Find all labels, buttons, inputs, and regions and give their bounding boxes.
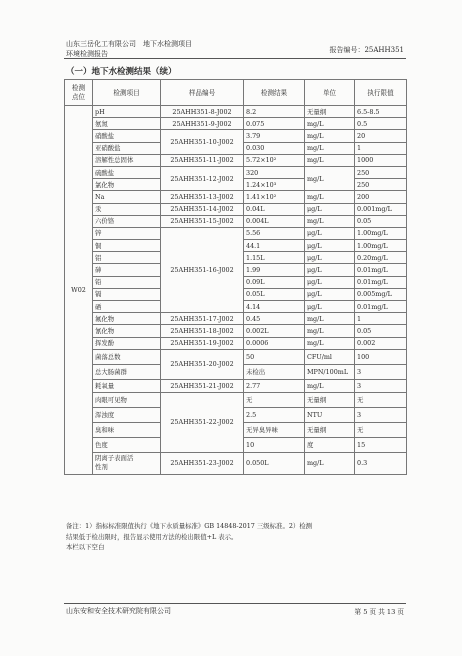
result-cell: 0.05L (244, 288, 305, 300)
sample-cell: 25AHH351-17-J002 (161, 313, 244, 325)
sample-cell: 25AHH351-22-J002 (161, 392, 244, 452)
sample-cell: 25AHH351-11-J002 (161, 154, 244, 166)
item-cell: 耗氧量 (93, 379, 161, 392)
limit-cell: 0.3 (355, 452, 407, 474)
limit-cell: 0.05 (355, 325, 407, 337)
item-cell: 总大肠菌群 (93, 364, 161, 379)
table-row (65, 392, 407, 407)
result-cell: 0.075 (244, 118, 305, 130)
result-cell: 44.1 (244, 240, 305, 252)
limit-cell: 250 (355, 179, 407, 191)
item-cell: 肉眼可见物 (93, 392, 161, 407)
result-cell: 3.79 (244, 130, 305, 142)
limit-cell: 0.5 (355, 118, 407, 130)
item-cell: 阴离子表面活 性剂 (93, 452, 161, 474)
limit-cell: 6.5-8.5 (355, 106, 407, 118)
item-cell: 浑浊度 (93, 407, 161, 422)
remark-line-2: 结果低于检出限时，报告显示使用方法的检出限值+L 表示。 (66, 532, 238, 541)
sample-cell: 25AHH351-14-J002 (161, 203, 244, 215)
unit-cell: mg/L (305, 313, 355, 325)
item-cell: 镉 (93, 288, 161, 300)
sample-cell: 25AHH351-8-J002 (161, 106, 244, 118)
unit-cell: MPN/100mL (305, 364, 355, 379)
table-row (65, 154, 407, 166)
item-cell: 铜 (93, 240, 161, 252)
result-cell: 无 (244, 392, 305, 407)
result-cell: 0.45 (244, 313, 305, 325)
result-cell: 50 (244, 349, 305, 364)
result-cell: 0.050L (244, 452, 305, 474)
remarks (66, 521, 406, 553)
unit-cell: mg/L (305, 337, 355, 349)
table-row (65, 452, 407, 474)
header-report-type: 环境检测报告 (66, 50, 108, 58)
result-cell: 4.14 (244, 301, 305, 313)
item-cell: 六价铬 (93, 215, 161, 227)
item-cell: 臭和味 (93, 422, 161, 437)
table-row (65, 203, 407, 215)
unit-cell: mg/L (305, 154, 355, 166)
item-cell: Na (93, 191, 161, 203)
item-cell: 氟化物 (93, 313, 161, 325)
sample-cell: 25AHH351-23-J002 (161, 452, 244, 474)
item-cell: 汞 (93, 203, 161, 215)
table-header-row (65, 80, 407, 106)
unit-cell: μg/L (305, 203, 355, 215)
limit-cell: 1 (355, 313, 407, 325)
table-row (65, 215, 407, 227)
unit-cell: mg/L (305, 325, 355, 337)
sample-cell: 25AHH351-9-J002 (161, 118, 244, 130)
limit-cell: 0.002 (355, 337, 407, 349)
table-row (65, 118, 407, 130)
limit-cell: 0.01mg/L (355, 276, 407, 288)
header-sample: 样品编号 (161, 80, 244, 106)
table-row (65, 349, 407, 364)
item-cell: 硫酸盐 (93, 166, 161, 178)
limit-cell: 15 (355, 437, 407, 452)
report-number: 报告编号：25AHH351 (329, 46, 404, 54)
page-number: 第 5 页 共 13 页 (354, 608, 404, 616)
sample-cell: 25AHH351-21-J002 (161, 379, 244, 392)
sample-cell: 25AHH351-19-J002 (161, 337, 244, 349)
item-cell: 挥发酚 (93, 337, 161, 349)
unit-cell: μg/L (305, 301, 355, 313)
item-cell: pH (93, 106, 161, 118)
table-row (65, 191, 407, 203)
item-cell: 氯化物 (93, 179, 161, 191)
table-row (65, 106, 407, 118)
item-cell: 菌落总数 (93, 349, 161, 364)
result-cell: 无异臭异味 (244, 422, 305, 437)
unit-cell: μg/L (305, 264, 355, 276)
header-project-title: 山东三岳化工有限公司 地下水检测项目 (66, 40, 192, 48)
result-cell: 0.002L (244, 325, 305, 337)
remark-line-3: 本栏以下空白 (66, 543, 105, 551)
result-cell: 0.030 (244, 142, 305, 154)
site-cell: W02 (65, 106, 93, 475)
limit-cell: 250 (355, 166, 407, 178)
sample-cell: 25AHH351-10-J002 (161, 130, 244, 154)
limit-cell: 3 (355, 379, 407, 392)
unit-cell: mg/L (305, 215, 355, 227)
limit-cell: 0.01mg/L (355, 301, 407, 313)
section-title: （一）地下水检测结果（续） (66, 67, 177, 77)
header-limit: 执行限值 (355, 80, 407, 106)
limit-cell: 无 (355, 392, 407, 407)
unit-cell: 无量纲 (305, 392, 355, 407)
item-cell: 硝酸盐 (93, 130, 161, 142)
unit-cell: μg/L (305, 288, 355, 300)
result-cell: 0.004L (244, 215, 305, 227)
sample-cell: 25AHH351-16-J002 (161, 227, 244, 312)
unit-cell: mg/L (305, 118, 355, 130)
item-cell: 铅 (93, 276, 161, 288)
unit-cell: CFU/ml (305, 349, 355, 364)
limit-cell: 1.00mg/L (355, 240, 407, 252)
header-item: 检测项目 (93, 80, 161, 106)
result-cell: 320 (244, 166, 305, 178)
limit-cell: 1000 (355, 154, 407, 166)
groundwater-results-table (64, 79, 407, 475)
sample-cell: 25AHH351-12-J002 (161, 166, 244, 190)
unit-cell: 度 (305, 437, 355, 452)
limit-cell: 1 (355, 142, 407, 154)
limit-cell: 0.005mg/L (355, 288, 407, 300)
item-cell: 锌 (93, 227, 161, 239)
unit-cell: NTU (305, 407, 355, 422)
unit-cell: μg/L (305, 252, 355, 264)
unit-cell: μg/L (305, 227, 355, 239)
limit-cell: 0.20mg/L (355, 252, 407, 264)
table-row (65, 325, 407, 337)
table-row (65, 130, 407, 142)
sample-cell: 25AHH351-13-J002 (161, 191, 244, 203)
unit-cell: μg/L (305, 240, 355, 252)
limit-cell: 0.001mg/L (355, 203, 407, 215)
unit-cell: mg/L (305, 379, 355, 392)
item-cell: 色度 (93, 437, 161, 452)
result-cell: 0.04L (244, 203, 305, 215)
header-site: 检测 点位 (65, 80, 93, 106)
item-cell: 亚硝酸盐 (93, 142, 161, 154)
sample-cell: 25AHH351-15-J002 (161, 215, 244, 227)
result-cell: 8.2 (244, 106, 305, 118)
sample-cell: 25AHH351-20-J002 (161, 349, 244, 379)
sample-cell: 25AHH351-18-J002 (161, 325, 244, 337)
unit-cell: mg/L (305, 452, 355, 474)
result-cell: 0.09L (244, 276, 305, 288)
report-header (66, 39, 192, 59)
unit-cell: 无量纲 (305, 106, 355, 118)
result-cell: 5.72×10² (244, 154, 305, 166)
limit-cell: 1.00mg/L (355, 227, 407, 239)
limit-cell: 100 (355, 349, 407, 364)
result-cell: 未检出 (244, 364, 305, 379)
table-row (65, 337, 407, 349)
table-row (65, 379, 407, 392)
result-cell: 10 (244, 437, 305, 452)
unit-cell: mg/L (305, 166, 355, 190)
footer-company: 山东安和安全技术研究院有限公司 (66, 607, 171, 615)
limit-cell: 3 (355, 364, 407, 379)
item-cell: 砷 (93, 264, 161, 276)
limit-cell: 20 (355, 130, 407, 142)
header-unit: 单位 (305, 80, 355, 106)
unit-cell: mg/L (305, 130, 355, 142)
item-cell: 硒 (93, 301, 161, 313)
limit-cell: 200 (355, 191, 407, 203)
unit-cell: mg/L (305, 191, 355, 203)
header-divider (64, 58, 406, 59)
result-cell: 1.99 (244, 264, 305, 276)
limit-cell: 0.05 (355, 215, 407, 227)
table-row (65, 313, 407, 325)
limit-cell: 无 (355, 422, 407, 437)
table-row (65, 166, 407, 178)
result-cell: 1.41×10² (244, 191, 305, 203)
footer-divider (64, 603, 406, 604)
limit-cell: 3 (355, 407, 407, 422)
result-cell: 1.24×10³ (244, 179, 305, 191)
limit-cell: 0.01mg/L (355, 264, 407, 276)
result-cell: 0.0006 (244, 337, 305, 349)
result-cell: 5.56 (244, 227, 305, 239)
item-cell: 铝 (93, 252, 161, 264)
result-cell: 2.5 (244, 407, 305, 422)
result-cell: 1.15L (244, 252, 305, 264)
table-row (65, 227, 407, 239)
item-cell: 氨氮 (93, 118, 161, 130)
header-result: 检测结果 (244, 80, 305, 106)
item-cell: 溶解性总固体 (93, 154, 161, 166)
unit-cell: 无量纲 (305, 422, 355, 437)
remark-line-1: 备注：1）指标标准限值执行《地下水质量标准》GB 14848-2017 三级标准。2）检测 (66, 522, 313, 530)
item-cell: 氰化物 (93, 325, 161, 337)
unit-cell: μg/L (305, 276, 355, 288)
result-cell: 2.77 (244, 379, 305, 392)
unit-cell: mg/L (305, 142, 355, 154)
